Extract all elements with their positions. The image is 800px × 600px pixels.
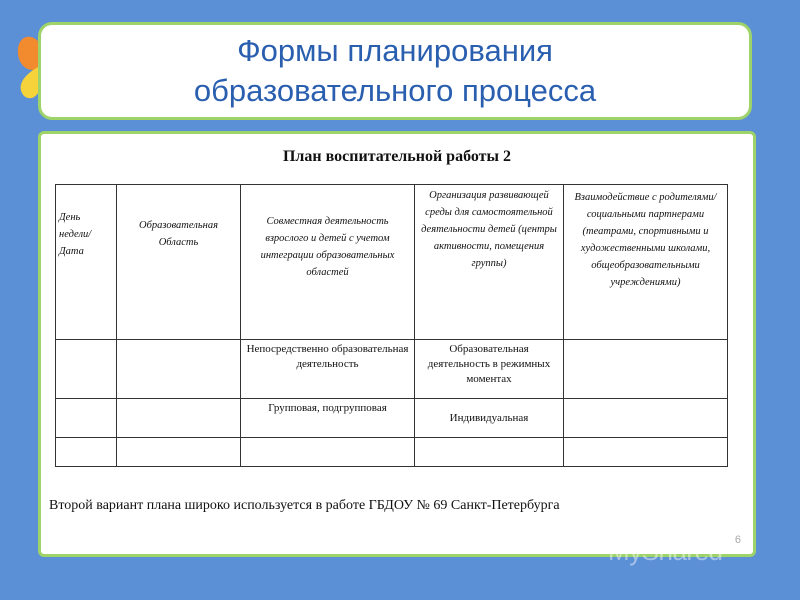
content-panel xyxy=(38,131,756,557)
plan-table xyxy=(55,184,728,467)
table-row xyxy=(56,399,728,438)
table-header-row xyxy=(56,185,728,340)
title-line-1: Формы планирования xyxy=(237,33,553,68)
table-row xyxy=(56,340,728,399)
plan-title: План воспитательной работы 2 xyxy=(282,148,511,165)
cell-direct-activity: Непосредственно образовательная деятельность xyxy=(241,340,415,399)
header-environment: Организация развивающей среды для самостоятельной деятельности детей (центры активности, помещения группы) xyxy=(415,185,564,340)
slide-title xyxy=(41,31,749,111)
footnote-text: Второй вариант плана широко используется в работе ГБДОУ № 69 Санкт-Петербурга xyxy=(49,498,560,513)
title-line-2: образовательного процесса xyxy=(193,73,597,108)
watermark-text: MyShared xyxy=(608,536,723,566)
page-number: 6 xyxy=(734,534,741,546)
cell-routine-activity: Образовательная деятельность в режимных моментах xyxy=(415,340,564,399)
header-joint-activity: Совместная деятельность взрослого и детей с учетом интеграции образовательных областей xyxy=(241,185,415,340)
table-row xyxy=(56,438,728,467)
header-parents-partners: Взаимодействие с родителями/ социальными партнерами (театрами, спортивными и художественными школами, общеобразовательными учреждениями) xyxy=(564,185,728,340)
header-edu-area: Образовательная Область xyxy=(117,185,241,340)
header-day-date: День недели/ Дата xyxy=(56,185,117,340)
title-panel xyxy=(38,22,752,120)
cell-group: Групповая, подгрупповая xyxy=(241,399,415,438)
cell-individual: Индивидуальная xyxy=(415,399,564,438)
